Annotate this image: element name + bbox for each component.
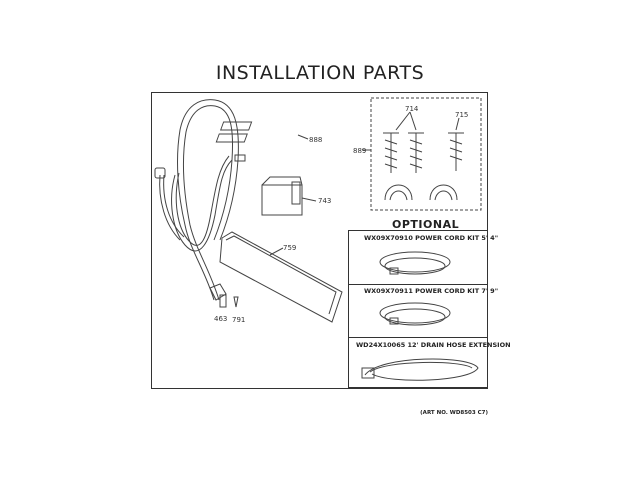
label-889: 889	[353, 147, 367, 155]
optional-item-drain-hose-extension: WD24X10065 12' DRAIN HOSE EXTENSION	[356, 341, 511, 349]
bracket-drawing	[262, 177, 316, 215]
art-number: (ART NO. WD8503 C7)	[420, 410, 488, 416]
drain-hose-drawing	[155, 100, 245, 307]
optional-box	[348, 230, 488, 388]
label-888: 888	[309, 136, 323, 144]
label-791: 791	[232, 316, 246, 324]
label-759: 759	[283, 244, 297, 252]
optional-heading: OPTIONAL	[392, 218, 460, 231]
optional-divider	[348, 284, 488, 285]
optional-item-power-cord-5ft: WX09X70910 POWER CORD KIT 5' 4"	[364, 234, 499, 242]
label-463: 463	[214, 315, 228, 323]
clips-drawing	[216, 122, 308, 142]
optional-divider	[348, 337, 488, 338]
optional-item-power-cord-7ft: WX09X70911 POWER CORD KIT 7' 9"	[364, 287, 499, 295]
label-743: 743	[318, 197, 332, 205]
page-title: INSTALLATION PARTS	[215, 62, 425, 84]
label-715: 715	[455, 111, 469, 119]
label-714: 714	[405, 105, 419, 113]
strip-drawing	[220, 232, 342, 322]
